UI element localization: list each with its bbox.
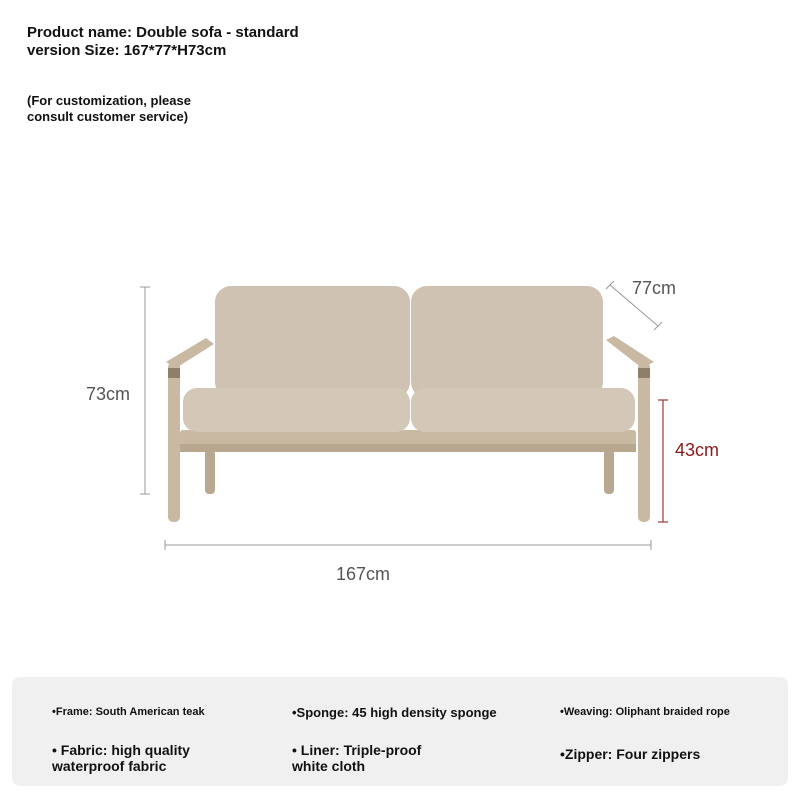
front-leg-left xyxy=(168,362,180,522)
back-leg-right xyxy=(604,450,614,494)
spec-frame xyxy=(52,705,205,719)
seat-height-dimension xyxy=(658,400,668,522)
spec-weaving-text: •Weaving: Oliphant braided rope xyxy=(560,706,730,718)
note-line-1: (For customization, please xyxy=(27,93,191,108)
spec-liner xyxy=(292,742,421,774)
width-label: 167cm xyxy=(336,564,391,584)
back-cushion-left xyxy=(215,286,410,398)
spec-weaving xyxy=(560,705,730,719)
seat-frame-shadow xyxy=(180,444,636,452)
rope-wrap-left xyxy=(168,368,180,378)
spec-sponge-text: •Sponge: 45 high density sponge xyxy=(292,705,497,720)
seat-height-label: 43cm xyxy=(675,440,720,460)
spec-frame-text: •Frame: South American teak xyxy=(52,706,205,718)
seat-frame-rail xyxy=(180,430,636,446)
spec-liner-line-1: • Liner: Triple-proof xyxy=(292,742,422,758)
spec-fabric-line-1: • Fabric: high quality xyxy=(52,742,190,758)
spec-fabric xyxy=(52,742,190,774)
spec-fabric-line-2: waterproof fabric xyxy=(52,758,167,774)
height-label: 73cm xyxy=(86,384,131,404)
front-leg-right xyxy=(638,362,650,522)
spec-sponge xyxy=(292,705,497,721)
rope-wrap-right xyxy=(638,368,650,378)
depth-label: 77cm xyxy=(632,278,677,298)
note-line-2: consult customer service) xyxy=(27,109,189,124)
product-name: Product name: Double sofa - standard xyxy=(27,24,299,41)
spec-zipper xyxy=(560,746,700,762)
spec-panel xyxy=(12,677,788,786)
back-leg-left xyxy=(205,450,215,494)
seat-cushion-right xyxy=(411,388,635,432)
spec-zipper-text: •Zipper: Four zippers xyxy=(560,746,701,762)
spec-liner-line-2: white cloth xyxy=(292,758,366,774)
back-cushion-right xyxy=(411,286,603,398)
product-size: version Size: 167*77*H73cm xyxy=(27,42,227,59)
seat-cushion-left xyxy=(183,388,410,432)
